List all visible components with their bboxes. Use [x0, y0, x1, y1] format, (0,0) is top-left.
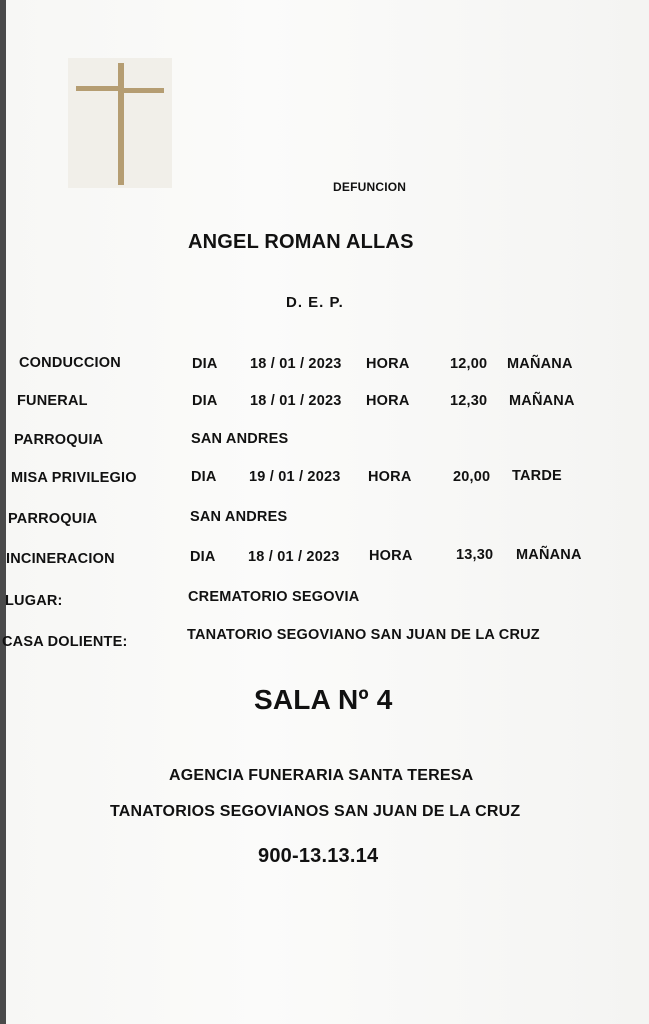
deceased-name: ANGEL ROMAN ALLAS	[188, 231, 414, 253]
row-label: FUNERAL	[17, 393, 88, 409]
row-value: CREMATORIO SEGOVIA	[188, 589, 360, 605]
dia-label: DIA	[191, 469, 217, 485]
row-label: INCINERACION	[6, 551, 115, 567]
event-date: 18 / 01 / 2023	[248, 549, 340, 565]
tanatorio-name: TANATORIOS SEGOVIANOS SAN JUAN DE LA CRUZ	[110, 803, 521, 820]
row-value: TANATORIO SEGOVIANO SAN JUAN DE LA CRUZ	[187, 627, 540, 643]
dia-label: DIA	[190, 549, 216, 565]
notice-heading: DEFUNCION	[333, 180, 407, 194]
row-label: MISA PRIVILEGIO	[11, 470, 137, 486]
event-period: MAÑANA	[516, 547, 582, 563]
event-time: 13,30	[456, 547, 494, 563]
row-label: CASA DOLIENTE:	[2, 634, 128, 650]
cross-arm-left	[76, 86, 118, 91]
row-label: PARROQUIA	[14, 432, 104, 448]
hora-label: HORA	[366, 393, 410, 409]
row-value: SAN ANDRES	[190, 509, 288, 525]
event-date: 19 / 01 / 2023	[249, 469, 341, 485]
event-time: 12,30	[450, 393, 488, 409]
cross-arm-right	[124, 88, 164, 93]
event-period: MAÑANA	[507, 356, 573, 372]
dia-label: DIA	[192, 393, 218, 409]
dia-label: DIA	[192, 356, 218, 372]
event-time: 20,00	[453, 469, 491, 485]
rip-abbreviation: D. E. P.	[286, 294, 344, 311]
row-label: CONDUCCION	[19, 355, 121, 371]
hora-label: HORA	[369, 548, 413, 564]
row-label: LUGAR:	[5, 593, 63, 609]
row-value: SAN ANDRES	[191, 431, 289, 447]
event-period: TARDE	[512, 468, 562, 484]
cross-icon	[118, 63, 124, 185]
row-label: PARROQUIA	[8, 511, 98, 527]
hora-label: HORA	[368, 469, 412, 485]
room-number: SALA Nº 4	[254, 684, 393, 715]
agency-name: AGENCIA FUNERARIA SANTA TERESA	[169, 767, 474, 784]
event-date: 18 / 01 / 2023	[250, 356, 342, 372]
event-period: MAÑANA	[509, 393, 575, 409]
event-date: 18 / 01 / 2023	[250, 393, 342, 409]
hora-label: HORA	[366, 356, 410, 372]
phone-number: 900-13.13.14	[258, 845, 379, 867]
event-time: 12,00	[450, 356, 488, 372]
